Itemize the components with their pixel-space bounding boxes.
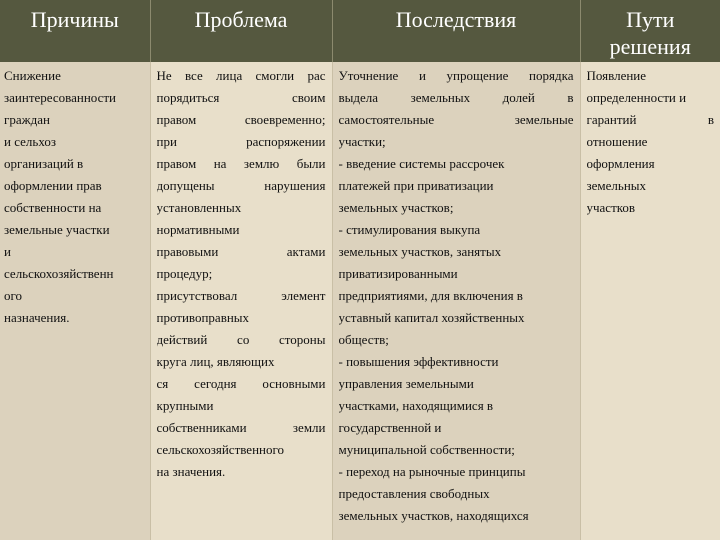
causes-cell [0,62,150,540]
consequences-line: муниципальной собственности; [338,442,515,457]
consequences-line: самостоятельные земельные [338,112,574,127]
consequences-line: обществ; [338,332,389,347]
causes-line: оформлении прав [4,178,102,193]
problem-line: процедур; [156,266,213,281]
solutions-line: определенности и [586,90,687,105]
causes-line: Снижение [4,68,61,83]
causes-line: граждан [4,112,50,127]
solutions-line: оформления [586,156,655,171]
problem-line: правом своевременно; [156,112,326,127]
consequences-line: земельных участков, находящихся [338,508,529,523]
consequences-line: участками, находящимися в [338,398,494,413]
problem-line: правовыми актами [156,244,326,259]
consequences-line: участки; [338,134,386,149]
problem-line: правом на землю были [156,156,326,171]
causes-line: земельные участки [4,222,110,237]
problem-line: Не все лица смогли рас [156,68,326,83]
causes-line: и сельхоз [4,134,56,149]
consequences-line: предоставления свободных [338,486,490,501]
causes-line: назначения. [4,310,70,325]
causes-line: заинтересованности [4,90,117,105]
problem-line: при распоряжении [156,134,326,149]
problem-line: сельскохозяйственного [156,442,284,457]
problem-line: ся сегодня основными [156,376,326,391]
problem-line: допущены нарушения [156,178,326,193]
causes-line: собственности на [4,200,102,215]
consequences-line: платежей при приватизации [338,178,494,193]
body-row [0,62,720,540]
header-solutions [580,0,720,62]
causes-line: и [4,244,11,259]
solutions-cell [580,62,720,540]
header-causes: Причины [0,0,150,62]
problem-line: установленных [156,200,242,215]
problem-cell [150,62,332,540]
problem-line: присутствовал элемент [156,288,326,303]
consequences-line: государственной и [338,420,442,435]
consequences-line: управления земельными [338,376,474,391]
consequences-line: уставный капитал хозяйственных [338,310,525,325]
header-solutions-text: Пути решения [609,7,691,59]
header-row [0,0,720,62]
problem-line: противоправных [156,310,250,325]
consequences-line: - переход на рыночные принципы [338,464,526,479]
consequences-cell [332,62,580,540]
solutions-line: гарантий в [586,112,714,127]
header-problem: Проблема [150,0,332,62]
solutions-line: отношение [586,134,648,149]
causes-line: организаций в [4,156,84,171]
problem-line: собственниками земли [156,420,326,435]
consequences-line: Уточнение и упрощение порядка [338,68,574,83]
consequences-line: приватизированными [338,266,458,281]
consequences-line: - повышения эффективности [338,354,499,369]
problem-line: действий со стороны [156,332,326,347]
solutions-line: земельных [586,178,647,193]
problem-line: порядиться своим [156,90,326,105]
causes-line: сельскохозяйственн [4,266,114,281]
solutions-line: участков [586,200,636,215]
consequences-line: - стимулирования выкупа [338,222,481,237]
header-consequences: Последствия [332,0,580,62]
problem-line: на значения. [156,464,226,479]
consequences-line: земельных участков; [338,200,454,215]
problem-line: крупными [156,398,214,413]
consequences-line: выдела земельных долей в [338,90,574,105]
causes-line: ого [4,288,23,303]
problem-line: нормативными [156,222,240,237]
solutions-line: Появление [586,68,647,83]
consequences-line: предприятиями, для включения в [338,288,523,303]
consequences-line: - введение системы рассрочек [338,156,505,171]
consequences-line: земельных участков, занятых [338,244,502,259]
problem-line: круга лиц, являющих [156,354,275,369]
